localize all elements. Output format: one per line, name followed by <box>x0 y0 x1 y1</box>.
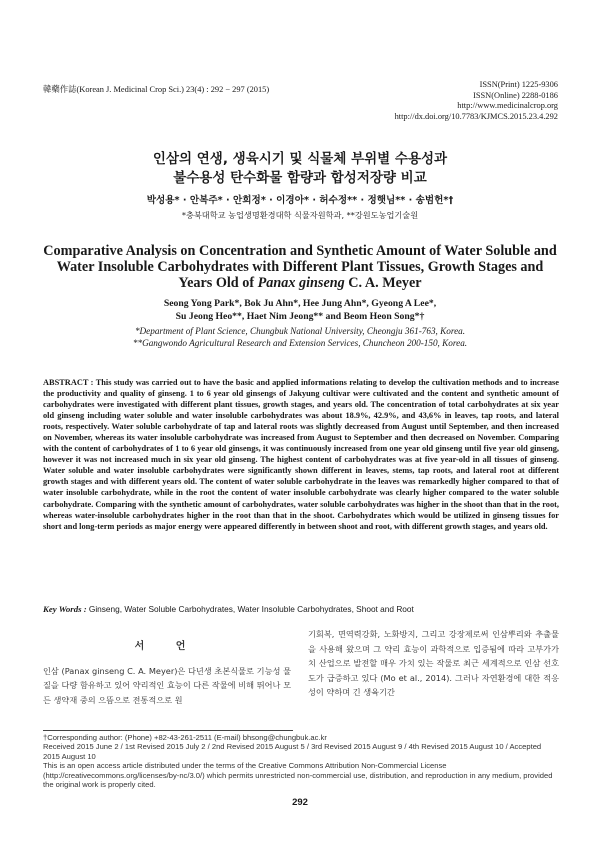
issn-online: ISSN(Online) 2288-0186 <box>473 90 558 100</box>
korean-authors: 박성용* · 안복주* · 안희정* · 이경아* · 허수정** · 정햇님** · 송범헌*† <box>146 195 454 206</box>
page-number: 292 <box>292 797 308 808</box>
doi-link[interactable]: http://dx.doi.org/10.7783/KJMCS.2015.23.4.292 <box>394 111 558 121</box>
english-title <box>40 243 560 291</box>
korean-title-line1: 인삼의 연생, 생육시기 및 식물체 부위별 수용성과 <box>152 151 448 167</box>
english-title-line2: Water Insoluble Carbohydrates with Different Plant Tissues, Growth Stages and <box>56 259 544 275</box>
issn-print: ISSN(Print) 1225-9306 <box>479 80 558 89</box>
english-title-line1: Comparative Analysis on Concentration and Synthetic Amount of Water Soluble and <box>43 243 557 259</box>
corresponding-author: †Corresponding author: (Phone) +82-43-261-2511 (E-mail) bhsong@chungbuk.ac.kr <box>43 733 327 742</box>
journal-url[interactable]: http://www.medicinalcrop.org <box>457 101 558 111</box>
english-authors <box>40 298 560 323</box>
title-line3-pre: Years Old of <box>178 275 258 291</box>
revision-history: Received 2015 June 2 / 1st Revised 2015 July 2 / 2nd Revised 2015 August 5 / 3rd Revised 2015 August 9 / 4th Revised 2015 August 10 / Accepted 2015 August 10 <box>43 742 542 761</box>
license-text: This is an open access article distributed under the terms of the Creative Commons Attribution Non-Commercial License (http://creativecommons.org/licenses/by-nc/3.0/) which permits unrestricted non-commercial use, distribution, and reproduction in any medium, provided the original work is properly cited. <box>43 761 553 790</box>
keywords <box>43 604 559 614</box>
footnote-divider <box>43 730 293 731</box>
keywords-text: Ginseng, Water Soluble Carbohydrates, Water Insoluble Carbohydrates, Shoot and Root <box>88 604 414 614</box>
abstract-label: ABSTRACT : <box>43 378 96 387</box>
footnotes <box>43 733 559 789</box>
keywords-label: Key Words : <box>43 604 89 614</box>
journal-citation: 韓藥作誌(Korean J. Medicinal Crop Sci.) 23(4) : 292 − 297 (2015) <box>43 85 270 94</box>
korean-affiliation: *충북대학교 농업생명환경대학 식물자원학과, **강원도농업기술원 <box>181 210 419 220</box>
english-title-line3 <box>40 275 560 291</box>
korean-title <box>40 150 560 188</box>
english-affiliation <box>40 326 560 349</box>
abstract-text: This study was carried out to have the basic and applied informations relating to develop the cultivation methods and to increase the productivity and quality of ginseng. 1 to 6 year old ginsengs of Jakyung cultivar were cultivated and the content and synthetic amount of carbohydrates were investigated with different plant tissues, growth stages, and years old. The concentration of total carbohydrates at six year old ginseng including water soluble and water insoluble carbohydrates was about 18.9%, 42.9%, and 43,6% in leaves, tap roots, and lateral roots, respectively. Water soluble carbohydrate of tap and lateral roots was slightly decreased from August until September, and then increased on November, whereas its water insoluble carbohydrate was increased from August to September and then decreased on November. Comparing with the content of carbohydrates of 1 to 6 year old ginsengs, it was continuously increased from one year old ginseng until five year old ginseng, however it was not increased much in six year old ginseng. The highest content of carbohydrates was at five year-old in all tissues of ginseng. Water soluble and water insoluble carbohydrates were significantly shown different in leaves, stems, tap roots, and lateral root at different growth stages and with different years old. The content of water soluble carbohydrate in the leaves was remarkedly higher compared to that of water insoluble carbohydrate, while in the root the content of water insoluble carbohydrate was clearly higher compared to the water soluble carbohydrate. Comparing with the synthetic amount of carbohydrates, water soluble carbohydrates was higher in the shoot than that in the root, whereas water-insoluble carbohydrates higher in the root than that in the shoot. Carbohydrates which would be utilized in ginseng tissues for short and long-term periods as major energy were appeared differently in between shoot and root, with different growth stages, and years old. <box>43 378 559 531</box>
intro-left-text: 인삼 (Panax ginseng C. A. Meyer)은 다년생 초본식물로 기능성 물질을 다량 함유하고 있어 약리적인 효능이 다른 작물에 비해 뛰어나 모든 생약재 중의 으뜸으로 전통적으로 원 <box>43 665 291 705</box>
english-affil-line1: *Department of Plant Science, Chungbuk National University, Cheongju 361-763, Korea. <box>134 326 466 336</box>
intro-left-column <box>43 640 291 707</box>
abstract <box>43 377 559 532</box>
korean-title-line2: 불수용성 탄수화물 함량과 합성저장량 비교 <box>173 170 427 186</box>
english-affil-line2: **Gangwondo Agricultural Research and Extension Services, Chuncheon 200-150, Korea. <box>132 337 468 348</box>
issn-block <box>338 80 558 122</box>
intro-right-column: 기회복, 면역력강화, 노화방지, 그리고 강장제로써 인삼뿌리와 추출물을 사용해 왔으며 그 약리 효능이 과학적으로 입증됨에 따라 고부가가치 산업으로 발전할 매우 가치 있는 작물로 최근 세계적으로 인삼 선호도가 급증하고 있다 (Mo et al., 2014). 그러나 자연환경에 대한 적응성이 약하며 긴 생육기간 <box>308 629 559 698</box>
species-name: Panax ginseng <box>257 275 345 291</box>
english-authors-line2: Su Jeong Heo**, Haet Nim Jeong** and Beom Heon Song*† <box>175 310 425 322</box>
section-heading: 서 언 <box>134 641 200 652</box>
english-authors-line1: Seong Yong Park*, Bok Ju Ahn*, Hee Jung Ahn*, Gyeong A Lee*, <box>163 298 437 309</box>
title-line3-post: C. A. Meyer <box>344 275 422 291</box>
